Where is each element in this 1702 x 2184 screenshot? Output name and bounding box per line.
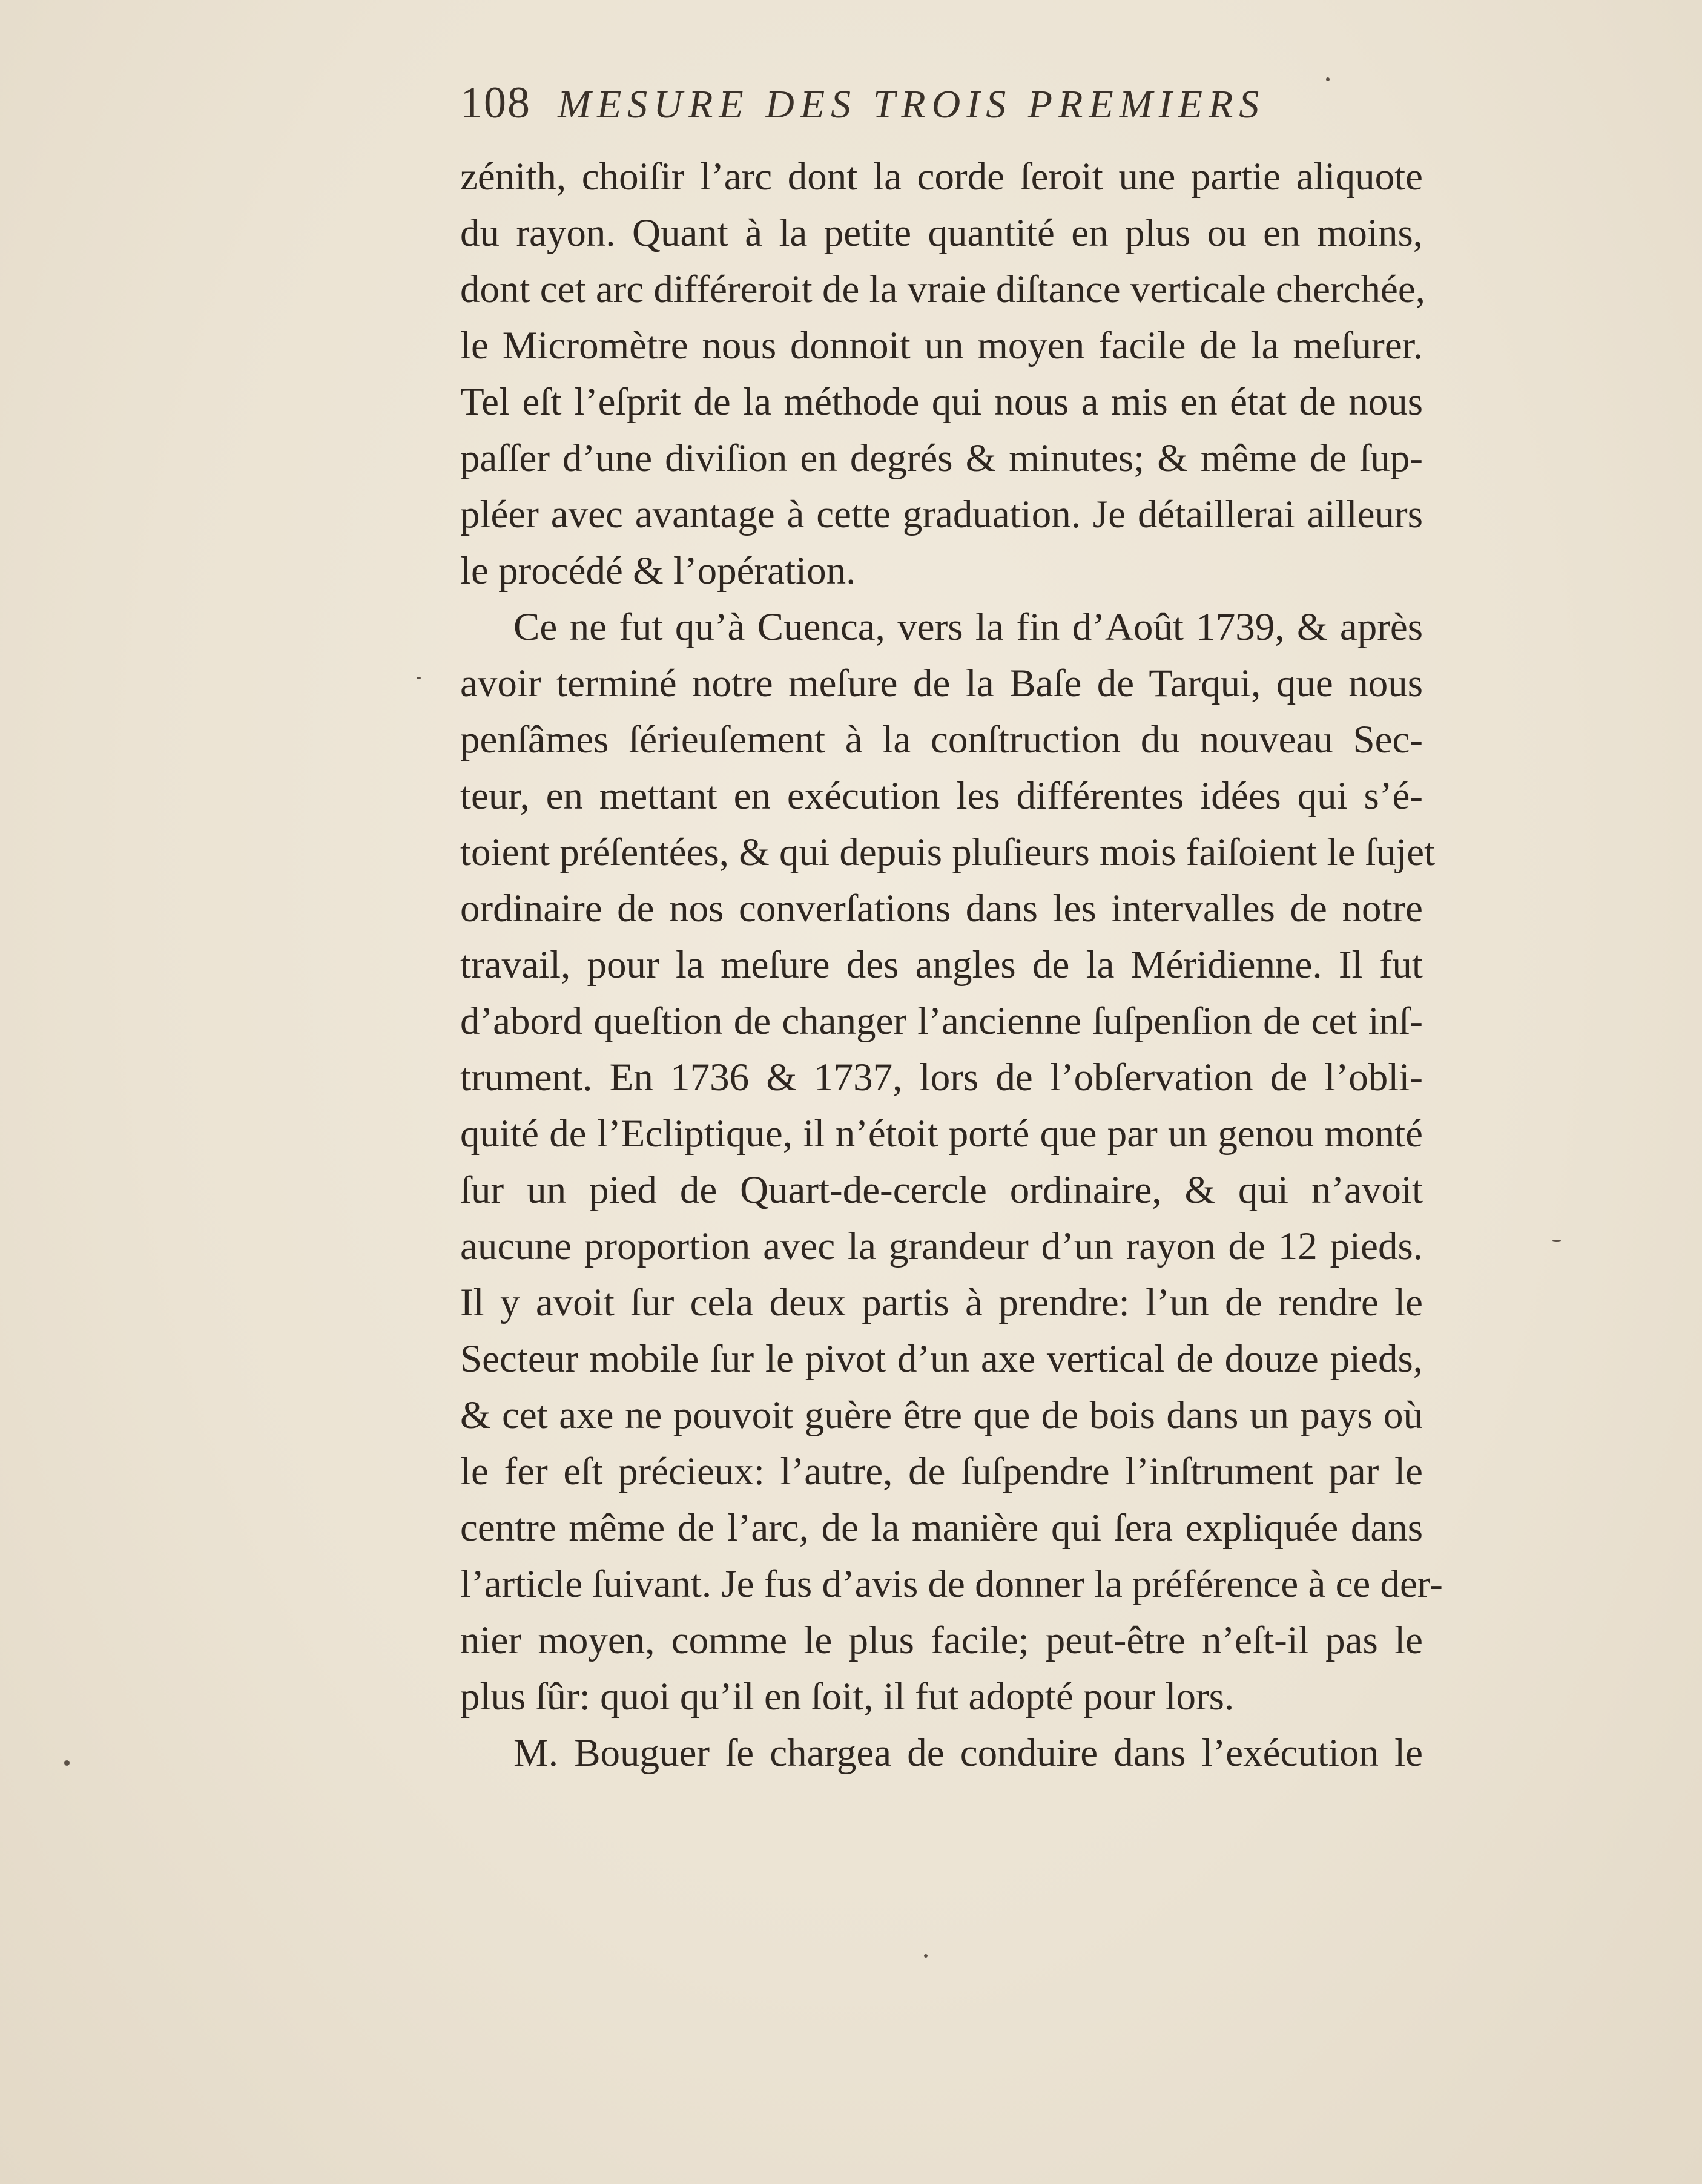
text-line: le procédé & l’opération. [460, 549, 856, 593]
text-line: nier moyen, comme le plus facile; peut-être n’eſt-il pas le [460, 1619, 1423, 1662]
text-line: penſâmes ſérieuſement à la conſtruction du nouveau Sec- [460, 718, 1423, 761]
text-line: ſur un pied de Quart-de-cercle ordinaire, & qui n’avoit [460, 1168, 1423, 1212]
text-line: zénith, choiſir l’arc dont la corde ſeroit une partie aliquote [460, 155, 1423, 199]
text-line: centre même de l’arc, de la manière qui ſera expliquée dans [460, 1506, 1423, 1550]
text-line: avoir terminé notre meſure de la Baſe de Tarqui, que nous [460, 662, 1423, 705]
text-line: teur, en mettant en exécution les différentes idées qui s’é- [460, 774, 1423, 818]
text-line: Tel eſt l’eſprit de la méthode qui nous a mis en état de nous [460, 380, 1423, 424]
text-line: trument. En 1736 & 1737, lors de l’obſervation de l’obli- [460, 1056, 1423, 1099]
text-line: quité de l’Ecliptique, il n’étoit porté que par un genou monté [460, 1112, 1423, 1156]
text-line: paſſer d’une diviſion en degrés & minutes; & même de ſup- [460, 436, 1423, 480]
page-number: 108 [460, 78, 531, 128]
page-header [460, 77, 1405, 144]
running-title: MESURE DES TROIS PREMIERS [558, 82, 1265, 127]
paper-speck [1326, 77, 1330, 81]
text-line: dont cet arc différeroit de la vraie diſtance verticale cherchée, [460, 268, 1425, 311]
text-line: le Micromètre nous donnoit un moyen facile de la meſurer. [460, 324, 1423, 367]
paper-speck [1552, 1240, 1561, 1242]
paragraph-start-line: M. Bouguer ſe chargea de conduire dans l’exécution le [513, 1731, 1423, 1775]
text-line: d’abord queſtion de changer l’ancienne ſuſpenſion de cet inſ- [460, 999, 1423, 1043]
text-line: le fer eſt précieux: l’autre, de ſuſpendre l’inſtrument par le [460, 1450, 1423, 1493]
body-text [460, 149, 1443, 1781]
text-line: travail, pour la meſure des angles de la Méridienne. Il fut [460, 943, 1423, 987]
text-line: aucune proportion avec la grandeur d’un rayon de 12 pieds. [460, 1225, 1423, 1268]
text-line: ordinaire de nos converſations dans les intervalles de notre [460, 887, 1423, 930]
text-line: Il y avoit ſur cela deux partis à prendre: l’un de rendre le [460, 1281, 1423, 1324]
text-line: toient préſentées, & qui depuis pluſieurs mois faiſoient le ſujet [460, 831, 1436, 874]
text-line: du rayon. Quant à la petite quantité en plus ou en moins, [460, 211, 1423, 255]
text-line: l’article ſuivant. Je fus d’avis de donner la préférence à ce der- [460, 1562, 1443, 1606]
paper-speck [64, 1760, 70, 1766]
paper-speck [924, 1954, 928, 1958]
text-line: & cet axe ne pouvoit guère être que de bois dans un pays où [460, 1393, 1423, 1437]
text-line: Secteur mobile ſur le pivot d’un axe vertical de douze pieds, [460, 1337, 1423, 1381]
paper-speck [417, 677, 421, 679]
paragraph-start-line: Ce ne fut qu’à Cuenca, vers la fin d’Août 1739, & après [513, 605, 1423, 649]
text-line: pléer avec avantage à cette graduation. Je détaillerai ailleurs [460, 493, 1423, 536]
text-line: plus ſûr: quoi qu’il en ſoit, il fut adopté pour lors. [460, 1675, 1235, 1719]
